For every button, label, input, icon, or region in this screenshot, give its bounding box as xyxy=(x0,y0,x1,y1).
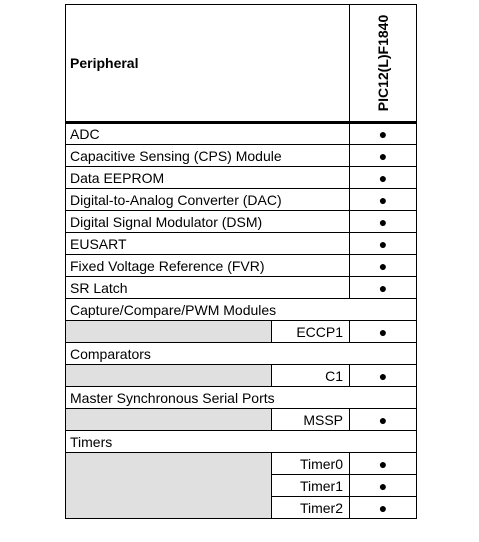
table-row xyxy=(66,277,417,299)
table-row xyxy=(66,211,417,233)
shaded-cell xyxy=(66,321,272,343)
group-header-row xyxy=(66,343,417,365)
row-name: Digital Signal Modulator (DSM) xyxy=(66,211,350,233)
availability-dot: ● xyxy=(350,497,417,519)
group-name-ccp: Capture/Compare/PWM Modules xyxy=(66,299,417,321)
row-name: Fixed Voltage Reference (FVR) xyxy=(66,255,350,277)
availability-dot: ● xyxy=(350,365,417,387)
row-name: Capacitive Sensing (CPS) Module xyxy=(66,145,350,167)
table-row xyxy=(66,145,417,167)
availability-dot: ● xyxy=(350,453,417,475)
group-item-name: C1 xyxy=(272,365,350,387)
table-row xyxy=(66,167,417,189)
availability-dot: ● xyxy=(350,475,417,497)
availability-dot: ● xyxy=(350,321,417,343)
table-row xyxy=(66,255,417,277)
row-name: Digital-to-Analog Converter (DAC) xyxy=(66,189,350,211)
group-item-name: MSSP xyxy=(272,409,350,431)
availability-dot: ● xyxy=(350,145,417,167)
availability-dot: ● xyxy=(350,123,417,145)
availability-dot: ● xyxy=(350,277,417,299)
table-row xyxy=(66,189,417,211)
availability-dot: ● xyxy=(350,167,417,189)
group-header-row xyxy=(66,387,417,409)
row-name: Data EEPROM xyxy=(66,167,350,189)
shaded-cell xyxy=(66,365,272,387)
device-header xyxy=(350,5,417,123)
availability-dot: ● xyxy=(350,233,417,255)
availability-dot: ● xyxy=(350,409,417,431)
group-item-row xyxy=(66,365,417,387)
table-row xyxy=(66,123,417,145)
row-name: ADC xyxy=(66,123,350,145)
row-name: SR Latch xyxy=(66,277,350,299)
group-item-row xyxy=(66,321,417,343)
device-label: PIC12(L)F1840 xyxy=(375,14,392,112)
group-name-comparators: Comparators xyxy=(66,343,417,365)
peripheral-header: Peripheral xyxy=(66,5,350,123)
header-row xyxy=(66,5,417,123)
table-row xyxy=(66,233,417,255)
shaded-cell xyxy=(66,453,272,519)
availability-dot: ● xyxy=(350,211,417,233)
group-item-name: Timer2 xyxy=(272,497,350,519)
group-header-row xyxy=(66,299,417,321)
group-item-row xyxy=(66,453,417,475)
group-header-row xyxy=(66,431,417,453)
availability-dot: ● xyxy=(350,255,417,277)
group-name-mssp: Master Synchronous Serial Ports xyxy=(66,387,417,409)
group-item-name: ECCP1 xyxy=(272,321,350,343)
group-name-timers: Timers xyxy=(66,431,417,453)
group-item-name: Timer0 xyxy=(272,453,350,475)
availability-dot: ● xyxy=(350,189,417,211)
peripheral-table xyxy=(65,4,417,519)
group-item-name: Timer1 xyxy=(272,475,350,497)
group-item-row xyxy=(66,409,417,431)
shaded-cell xyxy=(66,409,272,431)
row-name: EUSART xyxy=(66,233,350,255)
